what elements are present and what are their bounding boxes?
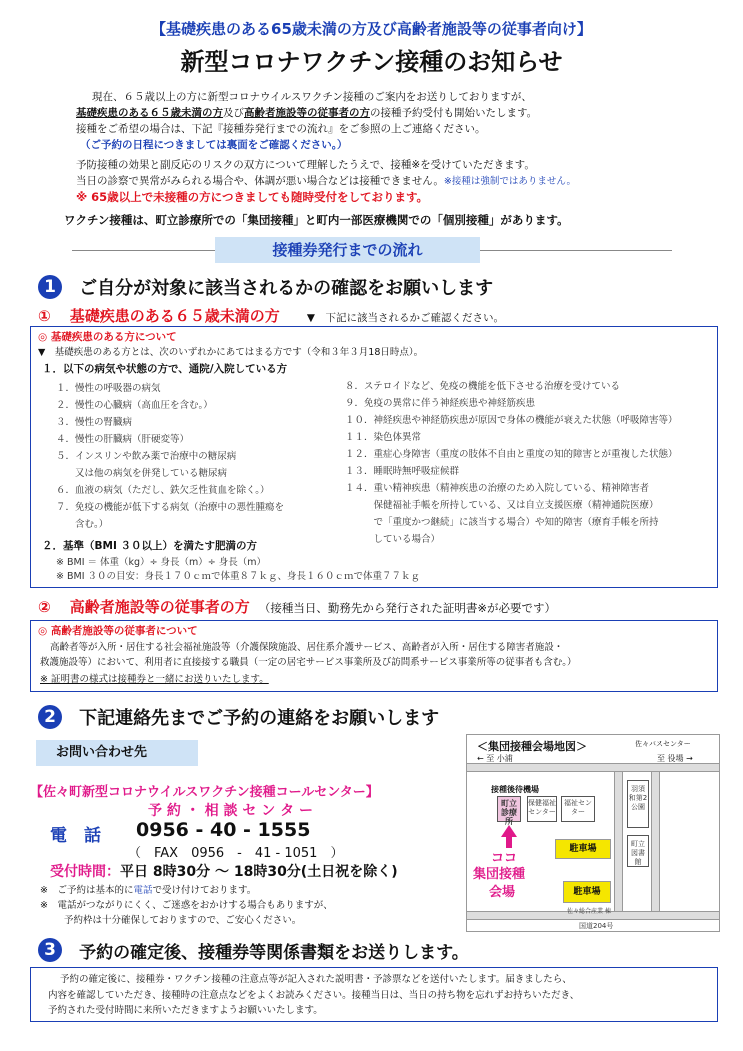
note-1b: 電話 — [133, 885, 153, 896]
map-to-town: 至 役場 → — [657, 754, 693, 763]
call-center-name: 【佐々町新型コロナウイルスワクチン接種コールセンター】 — [30, 785, 379, 800]
chronic-box-title: ◎ 基礎疾患のある方について — [38, 331, 177, 343]
list-item: している場合） — [345, 534, 441, 545]
list-item: １２．重症心身障害（重度の肢体不自由と重度の知的障害とが重複した状態） — [345, 449, 678, 460]
hours-line — [50, 861, 398, 881]
list-item: で「重度かつ継続」に該当する場合）や知的障害（療育手帳を所持 — [345, 517, 659, 528]
map-health-center: 保健福祉センター — [527, 796, 557, 822]
map-gym: 佐々総合産業 棟 — [567, 908, 611, 915]
step1-sub1 — [38, 305, 504, 326]
note-reassure: 予約枠は十分確保しておりますので、ご安心ください。 — [64, 915, 302, 926]
hours-value: 平日 8時30分 ～ 18時30分(土日祝を除く) — [120, 864, 398, 880]
list-item: 含む。） — [56, 519, 109, 530]
list-item: ７．免疫の機能が低下する病気（治療中の悪性腫瘍を — [56, 502, 285, 513]
tel-label: 電 話 — [50, 826, 101, 846]
intro-line-3: 接種をご希望の場合は、下記『接種券発行までの流れ』をご参照の上ご連絡ください。 — [76, 123, 486, 135]
list-item: ５．インスリンや飲み薬で治療中の糖尿病 — [56, 451, 237, 462]
list-item: ３．慢性の腎臓病 — [56, 417, 133, 428]
intro-line-1: 現在、６５歳以上の方に新型コロナウイルスワクチン接種のご案内をお送りしておりますが、 — [92, 91, 532, 103]
map-parking-1: 駐車場 — [555, 839, 611, 859]
step1-sub2 — [38, 596, 556, 617]
intro-6b: ※接種は強制ではありません。 — [443, 176, 576, 187]
intro-6a: 当日の診察で異常がみられる場合や、体調が悪い場合などは接種できません。 — [76, 175, 444, 187]
map-library: 町立図書館 — [627, 835, 649, 867]
list-item: １０．神経疾患や神経筋疾患が原因で身体の機能が衰えた状態（呼吸障害等） — [345, 415, 678, 426]
step3-number: 3 — [38, 938, 62, 962]
map-route: 国道204号 — [579, 922, 614, 930]
bmi-formula: ※ BMI ＝ 体重（kg）÷ 身長（m）÷ 身長（m） — [56, 557, 267, 568]
step3-title: 予約の確定後、接種券等関係書類をお送りします。 — [79, 943, 469, 963]
list-item: ８．ステロイドなど、免疫の機能を低下させる治療を受けている — [345, 381, 621, 392]
facility-box-title: ◎ 高齢者施設等の従事者について — [38, 625, 198, 637]
list-item: １３．睡眠時無呼吸症候群 — [345, 466, 460, 477]
map-to-komori: ← 至 小浦 — [477, 754, 513, 763]
note-phone — [40, 884, 256, 898]
step2-number: 2 — [38, 705, 62, 729]
note-busy: ※ 電話がつながりにくく、ご迷惑をおかけする場合もありますが、 — [40, 900, 333, 911]
step3-line-3: 予約された受付時間に来所いただきますようお願いいたします。 — [48, 1005, 323, 1016]
header-subtitle: 【基礎疾患のある65歳未満の方及び高齢者施設等の従事者向け】 — [151, 20, 592, 38]
list-item: ６．血液の病気（ただし、鉄欠乏性貧血を除く。） — [56, 485, 270, 496]
map-waiting-label: 接種後待機場 — [491, 785, 539, 794]
intro-schedule-note: （ご予約の日程につきましては裏面をご確認ください。） — [80, 139, 348, 151]
intro-line-5: 予防接種の効果と副反応のリスクの双方について理解したうえで、接種※を受けていただきます。 — [76, 159, 535, 171]
list-item: 又は他の病気を併発している糖尿病 — [56, 468, 228, 479]
facility-line-3: ※ 証明書の様式は接種券と一緒にお送りいたします。 — [40, 674, 269, 685]
tel-number: 0956 - 40 - 1555 — [136, 819, 311, 841]
intro-tail: の接種予約受付も開始いたします。 — [370, 107, 538, 119]
page-title: 新型コロナワクチン接種のお知らせ — [180, 48, 563, 76]
bmi-example: ※ BMI ３０の目安：身長１７０ｃｍで体重８７ｋｇ、身長１６０ｃｍで体重７７ｋｇ — [56, 571, 421, 582]
map-title: ＜集団接種会場地図＞ — [477, 740, 587, 753]
map-parking-2: 駐車場 — [563, 881, 611, 903]
step1-number: 1 — [38, 275, 62, 299]
target-underline-2: 高齢者施設等の従事者の方 — [244, 107, 370, 119]
note-1c: で受け付けております。 — [152, 885, 257, 896]
list-item: １．慢性の呼吸器の病気 — [56, 383, 161, 394]
sub1-title: 基礎疾患のある６５歳未満の方 — [69, 307, 280, 325]
intro-line-6 — [76, 174, 576, 189]
step3-line-2: 内容を確認していただき、接種時の注意点などをよくお読みください。接種当日は、当日の持ち物を忘れずお持ちいただき、 — [48, 990, 580, 1001]
map-road-vertical — [614, 772, 623, 912]
list-item: １４．重い精神疾患（精神疾患の治療のため入院している、精神障害者 — [345, 483, 650, 494]
map-park: 羽須和第2公園 — [627, 780, 649, 828]
map-venue-1: 集団接種 — [473, 867, 526, 882]
map-venue-2: 会場 — [489, 885, 516, 900]
map-koko: ココ — [491, 851, 518, 866]
sub1-note: ▼ 下記に該当されるかご確認ください。 — [306, 312, 504, 324]
hours-label: 受付時間： — [50, 864, 120, 880]
map-welfare-center: 福祉センター — [561, 796, 595, 822]
step3-header — [38, 938, 469, 963]
intro-and: 及び — [223, 107, 244, 119]
map-bus-center: 佐々バスセンター — [635, 740, 691, 748]
call-center-sub: 予 約 ・ 相 談 セ ン タ ー — [148, 803, 313, 819]
note-1a: ※ ご予約は基本的に — [40, 885, 134, 896]
step1-header — [38, 274, 493, 300]
venue-map — [466, 734, 720, 932]
chronic-box-intro: ▼ 基礎疾患のある方とは、次のいずれかにあてはまる方です（令和３年３月18日時点）。 — [38, 347, 424, 358]
group1-title: １．以下の病気や状態の方で、通院/入院している方 — [42, 363, 288, 375]
step1-title: ご自分が対象に該当されるかの確認をお願いします — [79, 278, 494, 299]
list-item: 保健福祉手帳を所持している、又は自立支援医療（精神通院医療） — [345, 500, 659, 511]
target-underline-1: 基礎疾患のある６５歳未満の方 — [76, 107, 223, 119]
intro-over65-note: ※ 65歳以上で未接種の方につきましても随時受付をしております。 — [76, 190, 429, 204]
list-item: ４．慢性の肝臓病（肝硬変等） — [56, 434, 190, 445]
sub2-title: 高齢者施設等の従事者の方 — [69, 598, 250, 616]
intro-line-2 — [76, 106, 537, 121]
sub1-number: ① — [38, 307, 51, 325]
list-item: ２．慢性の心臓病（高血圧を含む。） — [56, 400, 213, 411]
facility-line-1: 高齢者等が入所・居住する社会福祉施設等（介護保険施設、居住系介護サービス、高齢者が入所・居住する障害者施設・ — [50, 642, 564, 653]
fax-number: （ FAX 0956 - 41 - 1051 ） — [128, 846, 344, 861]
list-item: ９．免疫の異常に伴う神経疾患や神経筋疾患 — [345, 398, 536, 409]
right-disease-list — [345, 378, 678, 548]
flow-banner: 接種券発行までの流れ — [215, 237, 480, 263]
sub2-number: ② — [38, 598, 51, 616]
contact-label: お問い合わせ先 — [36, 740, 198, 766]
sub2-note: （接種当日、勤務先から発行された証明書※が必要です） — [258, 601, 557, 615]
step2-header — [38, 704, 439, 730]
group2-title: ２．基準（BMI ３０以上）を満たす肥満の方 — [42, 540, 258, 552]
list-item: １１．染色体異常 — [345, 432, 422, 443]
facility-line-2: 救護施設等）において、利用者に直接接する職員（一定の居宅サービス事業所及び訪問系サービス事業所等の従事者も含む。） — [40, 657, 577, 668]
left-disease-list — [56, 380, 284, 533]
intro-vaccine-types: ワクチン接種は、町立診療所での「集団接種」と町内一部医療機関での「個別接種」があります。 — [64, 213, 569, 227]
map-clinic: 町立診療所 — [497, 796, 521, 822]
step2-title: 下記連絡先までご予約の連絡をお願いします — [79, 708, 440, 729]
map-road-vertical-2 — [651, 772, 660, 912]
step3-line-1: 予約の確定後に、接種券・ワクチン接種の注意点等が記入された説明書・予診票などを送付いたします。届きましたら、 — [60, 974, 572, 985]
map-road-top — [467, 763, 720, 772]
